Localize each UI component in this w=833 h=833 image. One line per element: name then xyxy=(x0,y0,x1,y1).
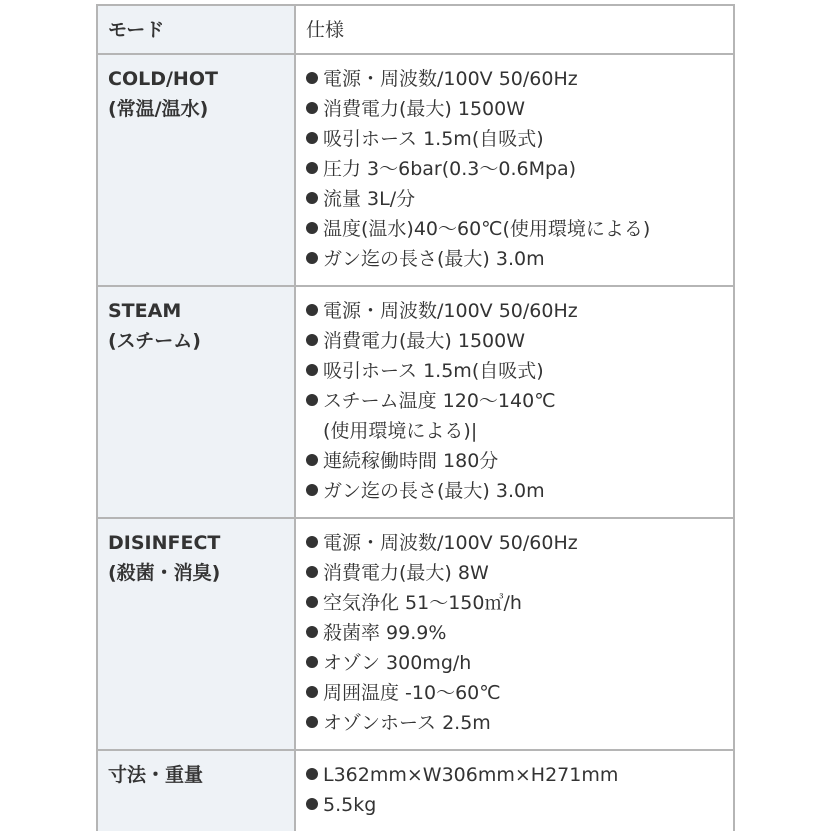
spec-item: 電源・周波数/100V 50/60Hz xyxy=(306,528,725,558)
bullet-icon xyxy=(306,716,318,728)
bullet-icon xyxy=(306,656,318,668)
spec-item: 温度(温水)40～60℃(使用環境による) xyxy=(306,214,725,244)
mode-name: STEAM xyxy=(108,300,182,322)
header-mode-label: モード xyxy=(108,19,165,41)
spec-item: 圧力 3～6bar(0.3～0.6Mpa) xyxy=(306,154,725,184)
bullet-icon xyxy=(306,72,318,84)
spec-item: 吸引ホース 1.5m(自吸式) xyxy=(306,356,725,386)
bullet-icon xyxy=(306,566,318,578)
table-row-steam xyxy=(97,286,734,518)
bullet-icon xyxy=(306,252,318,264)
header-row xyxy=(97,5,734,54)
header-mode-cell xyxy=(97,5,295,54)
header-spec-label: 仕様 xyxy=(306,19,345,41)
bullet-icon xyxy=(306,162,318,174)
spec-item: 吸引ホース 1.5m(自吸式) xyxy=(306,124,725,154)
mode-cell xyxy=(97,54,295,286)
spec-item: ガン迄の長さ(最大) 3.0m xyxy=(306,476,725,506)
spec-item: オゾン 300mg/h xyxy=(306,648,725,678)
bullet-icon xyxy=(306,536,318,548)
bullet-icon xyxy=(306,484,318,496)
spec-cell xyxy=(295,750,734,831)
spec-item: オゾンホース 2.5m xyxy=(306,708,725,738)
spec-table xyxy=(96,4,735,831)
mode-subname: (殺菌・消臭) xyxy=(108,562,221,584)
bullet-icon xyxy=(306,596,318,608)
table-row-cold-hot xyxy=(97,54,734,286)
mode-cell xyxy=(97,750,295,831)
spec-item: 殺菌率 99.9% xyxy=(306,618,725,648)
spec-item: L362mm×W306mm×H271mm xyxy=(306,760,725,790)
mode-name: 寸法・重量 xyxy=(108,764,204,786)
mode-cell xyxy=(97,518,295,750)
bullet-icon xyxy=(306,798,318,810)
table-row-dimensions-weight xyxy=(97,750,734,831)
bullet-icon xyxy=(306,768,318,780)
spec-cell xyxy=(295,54,734,286)
spec-cell xyxy=(295,286,734,518)
bullet-icon xyxy=(306,454,318,466)
mode-subname: (スチーム) xyxy=(108,330,201,352)
bullet-icon xyxy=(306,304,318,316)
bullet-icon xyxy=(306,334,318,346)
bullet-icon xyxy=(306,394,318,406)
spec-item: スチーム温度 120～140℃ xyxy=(306,386,725,416)
spec-item: 電源・周波数/100V 50/60Hz xyxy=(306,64,725,94)
table-row-disinfect xyxy=(97,518,734,750)
spec-item: ガン迄の長さ(最大) 3.0m xyxy=(306,244,725,274)
bullet-icon xyxy=(306,364,318,376)
spec-item: 消費電力(最大) 1500W xyxy=(306,326,725,356)
spec-item: 連続稼働時間 180分 xyxy=(306,446,725,476)
bullet-icon xyxy=(306,132,318,144)
bullet-icon xyxy=(306,102,318,114)
bullet-icon xyxy=(306,192,318,204)
bullet-icon xyxy=(306,222,318,234)
header-spec-cell xyxy=(295,5,734,54)
spec-cell xyxy=(295,518,734,750)
spec-item: 流量 3L/分 xyxy=(306,184,725,214)
spec-item: 消費電力(最大) 8W xyxy=(306,558,725,588)
spec-item: 5.5kg xyxy=(306,790,725,820)
mode-cell xyxy=(97,286,295,518)
mode-subname: (常温/温水) xyxy=(108,98,209,120)
bullet-icon xyxy=(306,626,318,638)
spec-item-continuation: (使用環境による)| xyxy=(323,420,478,442)
mode-name: DISINFECT xyxy=(108,532,221,554)
spec-item: 消費電力(最大) 1500W xyxy=(306,94,725,124)
spec-item: 空気浄化 51～150㎥/h xyxy=(306,588,725,618)
spec-item: 周囲温度 -10～60℃ xyxy=(306,678,725,708)
spec-item: 電源・周波数/100V 50/60Hz xyxy=(306,296,725,326)
bullet-icon xyxy=(306,686,318,698)
mode-name: COLD/HOT xyxy=(108,68,218,90)
